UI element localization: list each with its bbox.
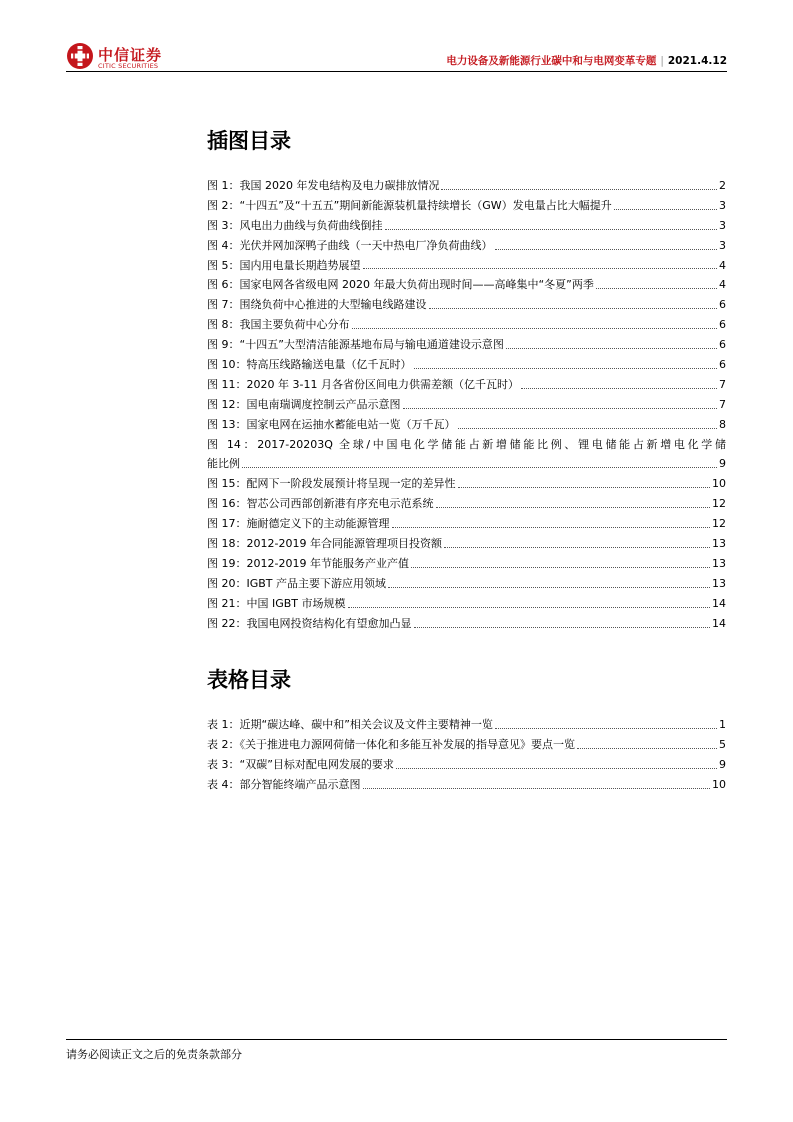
toc-leader-dots <box>363 268 718 269</box>
toc-leader-dots <box>444 547 710 548</box>
toc-leader-dots <box>614 209 717 210</box>
figures-toc-list <box>207 176 726 634</box>
toc-entry-label: 图 18：2012-2019 年合同能源管理项目投资额 <box>207 537 442 551</box>
toc-entry-page: 5 <box>719 737 726 751</box>
toc-entry-label-line1: 图 14：2017-20203Q 全球/中国电化学储能占新增储能比例、锂电储能占新增电化学储 <box>207 437 726 451</box>
toc-entry[interactable] <box>207 614 726 634</box>
toc-entry-page: 7 <box>719 377 726 391</box>
toc-leader-dots <box>495 249 718 250</box>
toc-leader-dots <box>521 388 717 389</box>
toc-leader-dots <box>458 428 718 429</box>
toc-entry-page: 13 <box>712 576 726 590</box>
toc-entry[interactable] <box>207 474 726 494</box>
toc-entry[interactable] <box>207 236 726 256</box>
toc-entry-page: 1 <box>719 717 726 731</box>
toc-entry-label: 图 15：配网下一阶段发展预计将呈现一定的差异性 <box>207 477 456 491</box>
toc-leader-dots <box>436 507 711 508</box>
toc-entry[interactable] <box>207 275 726 295</box>
toc-leader-dots <box>396 768 717 769</box>
toc-leader-dots <box>506 348 717 349</box>
logo-english-name: CITIC SECURITIES <box>98 62 159 70</box>
toc-entry[interactable] <box>207 216 726 236</box>
toc-entry[interactable] <box>207 755 726 775</box>
toc-entry-label: 图 6：国家电网各省级电网 2020 年最大负荷出现时间——高峰集中“冬夏”两季 <box>207 278 594 292</box>
toc-entry-label: 图 10：特高压线路输送电量（亿千瓦时） <box>207 358 412 371</box>
toc-leader-dots <box>352 328 718 329</box>
toc-entry[interactable] <box>207 775 726 795</box>
toc-entry[interactable] <box>207 534 726 554</box>
toc-entry-label: 图 19：2012-2019 年节能服务产业产值 <box>207 556 409 570</box>
toc-leader-dots <box>495 728 717 729</box>
toc-entry-label: 图 3：风电出力曲线与负荷曲线倒挂 <box>207 218 383 232</box>
toc-entry-label: 表 2：《关于推进电力源网荷储一体化和多能互补发展的指导意见》要点一览 <box>207 737 575 751</box>
toc-entry-page: 13 <box>712 537 726 551</box>
toc-leader-dots <box>429 308 718 309</box>
tables-toc-list <box>207 715 726 795</box>
toc-entry-label: 图 21：中国 IGBT 市场规模 <box>207 596 346 610</box>
toc-leader-dots <box>441 189 717 190</box>
toc-leader-dots <box>385 229 718 230</box>
toc-entry-page: 6 <box>719 318 726 332</box>
toc-entry-page: 9 <box>719 757 726 771</box>
toc-entry[interactable] <box>207 574 726 594</box>
toc-entry-label: 图 1：我国 2020 年发电结构及电力碳排放情况 <box>207 178 440 192</box>
toc-entry-label: 图 12：国电南瑞调度控制云产品示意图 <box>207 397 401 411</box>
toc-entry[interactable] <box>207 735 726 755</box>
toc-entry-page: 3 <box>719 238 726 252</box>
toc-entry-page: 12 <box>712 497 726 511</box>
toc-entry-page: 6 <box>719 338 726 352</box>
toc-leader-dots <box>348 607 710 608</box>
toc-entry-page: 13 <box>712 556 726 570</box>
toc-leader-dots <box>403 408 718 409</box>
toc-leader-dots <box>414 368 718 369</box>
toc-entry[interactable] <box>207 715 726 735</box>
toc-leader-dots <box>388 587 710 588</box>
toc-leader-dots <box>411 567 710 568</box>
toc-entry-label: 表 3：“双碳”目标对配电网发展的要求 <box>207 757 394 771</box>
toc-leader-dots <box>577 748 717 749</box>
toc-leader-dots <box>392 527 711 528</box>
toc-entry[interactable] <box>207 335 726 355</box>
toc-entry-label: 图 9：“十四五”大型清洁能源基地布局与输电通道建设示意图 <box>207 338 504 352</box>
toc-entry[interactable] <box>207 355 726 375</box>
toc-entry-label: 图 7：围绕负荷中心推进的大型输电线路建设 <box>207 298 427 312</box>
report-date: 2021.4.12 <box>667 55 727 67</box>
toc-entry-label: 能比例 <box>207 457 240 471</box>
toc-entry-page: 10 <box>712 477 726 491</box>
toc-entry[interactable] <box>207 295 726 315</box>
toc-entry-page: 12 <box>712 517 726 531</box>
toc-entry-page: 14 <box>712 616 726 630</box>
toc-entry-page: 2 <box>719 178 726 192</box>
header-report-info: 电力设备及新能源行业碳中和与电网变革专题 | 2021.4.12 <box>446 55 727 67</box>
toc-entry-label: 图 8：我国主要负荷中心分布 <box>207 318 350 332</box>
toc-entry-label: 表 1：近期“碳达峰、碳中和”相关会议及文件主要精神一览 <box>207 717 493 731</box>
tables-section-title: 表格目录 <box>207 668 291 692</box>
toc-entry[interactable] <box>207 494 726 514</box>
citic-logo-icon <box>66 42 94 70</box>
report-title: 电力设备及新能源行业碳中和与电网变革专题 <box>446 55 657 67</box>
toc-entry-page: 3 <box>719 198 726 212</box>
toc-entry-page: 9 <box>719 457 726 471</box>
header-divider <box>66 71 727 72</box>
toc-entry-page: 4 <box>719 278 726 292</box>
toc-entry-page: 8 <box>719 417 726 431</box>
toc-leader-dots <box>596 288 717 289</box>
toc-entry-label: 图 13：国家电网在运抽水蓄能电站一览（万千瓦） <box>207 417 456 431</box>
toc-entry-label: 图 4：光伏并网加深鸭子曲线（一天中热电厂净负荷曲线） <box>207 238 493 252</box>
toc-entry[interactable] <box>207 415 726 435</box>
toc-entry-label: 图 5：国内用电量长期趋势展望 <box>207 258 361 272</box>
toc-entry-label: 表 4：部分智能终端产品示意图 <box>207 777 361 791</box>
toc-entry-page: 10 <box>712 777 726 791</box>
toc-entry[interactable] <box>207 435 726 475</box>
footer-disclaimer: 请务必阅读正文之后的免责条款部分 <box>66 1048 242 1061</box>
toc-entry-label: 图 20：IGBT 产品主要下游应用领域 <box>207 576 387 590</box>
toc-entry-label: 图 22：我国电网投资结构化有望愈加凸显 <box>207 616 412 630</box>
toc-entry[interactable] <box>207 375 726 395</box>
toc-entry[interactable] <box>207 395 726 415</box>
toc-entry-page: 6 <box>719 358 726 371</box>
toc-entry[interactable] <box>207 514 726 534</box>
toc-entry-label: 图 11：2020 年 3-11 月各省份区间电力供需差额（亿千瓦时） <box>207 377 519 391</box>
figures-section-title: 插图目录 <box>207 129 291 153</box>
toc-entry-page: 4 <box>719 258 726 272</box>
toc-entry[interactable] <box>207 256 726 276</box>
toc-leader-dots <box>363 788 711 789</box>
toc-entry-page: 6 <box>719 298 726 312</box>
toc-entry-page: 7 <box>719 397 726 411</box>
logo-chinese-name: 中信证券 <box>98 46 163 64</box>
toc-entry-label: 图 2：“十四五”及“十五五”期间新能源装机量持续增长（GW）发电量占比大幅提升 <box>207 198 612 212</box>
company-logo <box>66 42 176 72</box>
toc-entry[interactable] <box>207 315 726 335</box>
toc-leader-dots <box>414 627 711 628</box>
toc-entry[interactable] <box>207 176 726 196</box>
toc-entry-page: 14 <box>712 596 726 610</box>
toc-entry[interactable] <box>207 594 726 614</box>
toc-entry-label: 图 16：智芯公司西部创新港有序充电示范系统 <box>207 497 434 511</box>
toc-entry[interactable] <box>207 554 726 574</box>
toc-entry-page: 3 <box>719 218 726 232</box>
footer-divider <box>66 1039 727 1040</box>
toc-entry[interactable] <box>207 196 726 216</box>
toc-leader-dots <box>458 487 711 488</box>
toc-leader-dots <box>242 467 717 468</box>
toc-entry-label: 图 17：施耐德定义下的主动能源管理 <box>207 517 390 531</box>
